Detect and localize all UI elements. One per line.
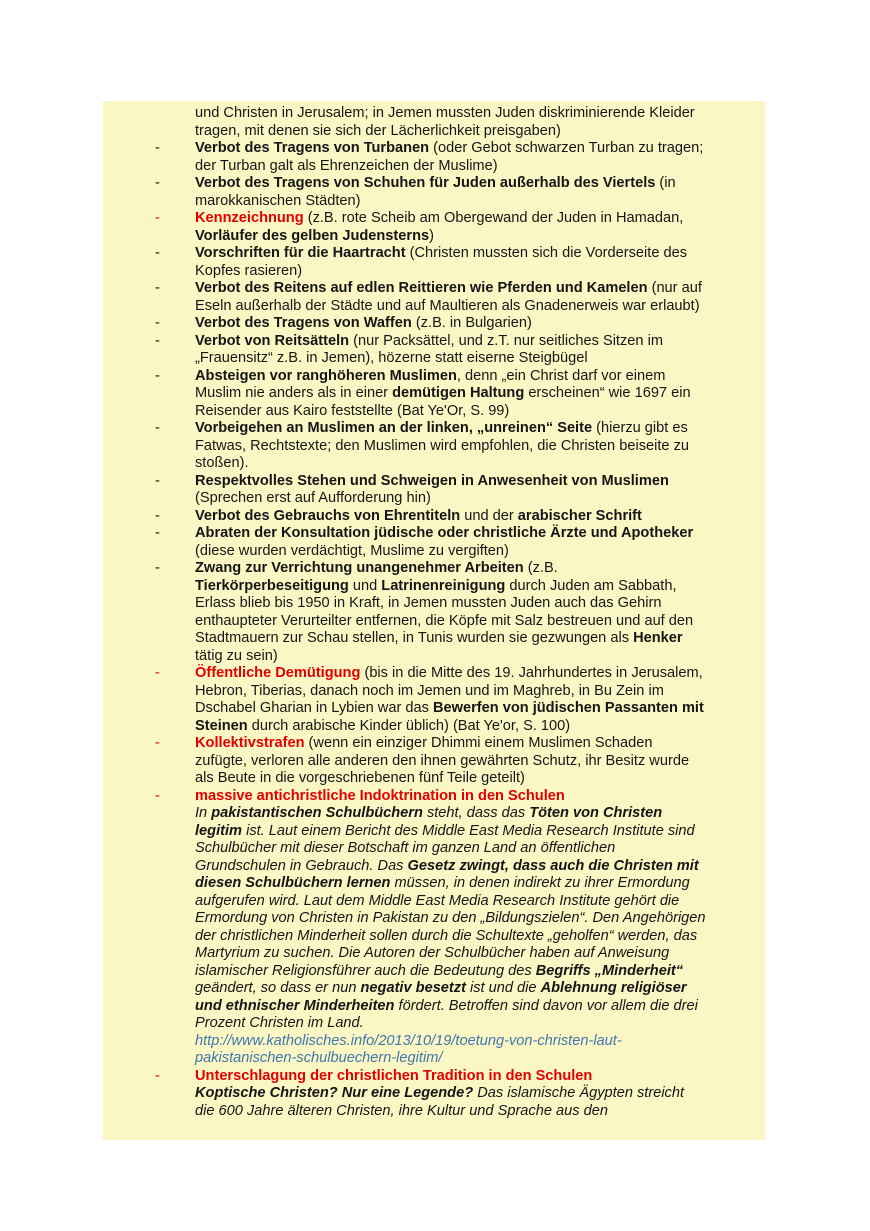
text-run: (Christen mussten sich die Vorderseite des Kopfes rasieren) bbox=[195, 245, 688, 279]
text-run: Respektvolles Stehen und Schweigen in Anwesenheit von Muslimen bbox=[195, 472, 669, 489]
text-run: In bbox=[195, 805, 212, 821]
text-run: und der bbox=[460, 507, 518, 524]
bullet-dash: - bbox=[155, 507, 160, 524]
text-run: Koptische Christen? Nur eine Legende? bbox=[195, 1085, 474, 1101]
text-run: (nur auf Eseln außerhalb der Städte und auf Maultieren als Gnadenerweis war erlaubt) bbox=[195, 280, 702, 314]
bullet-dash: - bbox=[155, 332, 160, 349]
text-run: arabischer Schrift bbox=[517, 507, 642, 524]
text-run: Vorschriften für die Haartracht bbox=[195, 245, 406, 261]
text-run: Vorläufer des gelben Judensterns bbox=[195, 227, 430, 244]
text-run: Töten von Christen legitim bbox=[195, 805, 663, 839]
list-item bbox=[155, 367, 707, 421]
bullet-dash: - bbox=[155, 367, 160, 384]
text-run: pakistantischen Schulbüchern bbox=[211, 805, 423, 821]
document-list bbox=[103, 101, 765, 1120]
text-run: (Sprechen erst auf Aufforderung hin) bbox=[195, 490, 431, 506]
bullet-dash: - bbox=[155, 472, 160, 489]
bullet-dash: - bbox=[155, 175, 160, 191]
text-run: Kollektivstrafen bbox=[195, 735, 305, 751]
bullet-dash: - bbox=[155, 560, 160, 576]
text-run: ist und die bbox=[465, 980, 541, 996]
text-run: (diese wurden verdächtigt, Muslime zu vergiften) bbox=[195, 542, 509, 559]
bullet-dash: - bbox=[155, 525, 160, 541]
text-run: Begriffs „Minderheit“ bbox=[535, 962, 684, 979]
list-item bbox=[155, 472, 707, 508]
list-item bbox=[195, 1033, 707, 1068]
text-run: (oder Gebot schwarzen Turban zu tragen; der Turban galt als Ehrenzeichen der Muslime) bbox=[195, 140, 704, 174]
list-item bbox=[155, 245, 707, 280]
text-run: Verbot des Reitens auf edlen Reittieren wie Pferden und Kamelen bbox=[195, 280, 648, 296]
text-run: negativ besetzt bbox=[360, 980, 466, 996]
text-run: Das islamische Ägypten streicht die 600 Jahre älteren Christen, ihre Kultur und Sprache aus den bbox=[195, 1085, 685, 1119]
text-run: durch arabische Kinder üblich) (Bat Ye'or, S. 100) bbox=[247, 717, 571, 734]
text-run: ist. Laut einem Bericht des Middle East Media Research Institute sind Schulbücher mit dieser Botschaft im ganzen Land an öffentlichen Grundschulen in Gebrauch. Das bbox=[195, 822, 695, 874]
text-run: Gesetz zwingt, dass auch die Christen mit diesen Schulbüchern lernen bbox=[195, 857, 699, 891]
list-item bbox=[155, 507, 707, 526]
text-run: Latrinenreinigung bbox=[381, 577, 506, 594]
text-run: massive antichristliche Indoktrination in den Schulen bbox=[195, 787, 565, 804]
list-item bbox=[155, 420, 707, 473]
text-run: (wenn ein einziger Dhimmi einem Muslimen Schaden zufügte, verloren alle anderen den ihnen gewährten Schutz, ihr Besitz wurde als Beute in die vorgeschriebenen fünf Teile geteilt) bbox=[195, 735, 690, 786]
list-item bbox=[155, 560, 707, 665]
bullet-dash: - bbox=[155, 735, 160, 751]
list-item bbox=[195, 805, 707, 1033]
text-run: ) bbox=[429, 227, 434, 244]
bullet-dash: - bbox=[155, 420, 160, 436]
text-run: Verbot von Reitsätteln bbox=[195, 332, 350, 349]
bullet-dash: - bbox=[155, 787, 160, 804]
text-run: Zwang zur Verrichtung unangenehmer Arbeiten bbox=[195, 560, 524, 576]
text-run: Henker bbox=[633, 630, 683, 646]
text-run: steht, dass das bbox=[422, 805, 530, 821]
list-item bbox=[195, 105, 707, 140]
text-run: Abraten der Konsultation jüdische oder christliche Ärzte und Apotheker bbox=[195, 525, 694, 541]
list-item bbox=[155, 280, 707, 315]
text-run: (nur Packsättel, und z.T. nur seitliches Sitzen im „Frauensitz“ z.B. in Jemen), hözerne statt eiserne Steigbügel bbox=[195, 332, 663, 366]
text-run: geändert, so dass er nun bbox=[195, 980, 361, 996]
text-run: Unterschlagung der christlichen Tradition in den Schulen bbox=[195, 1067, 593, 1084]
document-sheet bbox=[103, 101, 765, 1140]
bullet-dash: - bbox=[155, 1067, 160, 1084]
text-run: , denn „ein Christ darf vor einem Muslim nie anders als in einer bbox=[195, 367, 666, 401]
list-item bbox=[155, 665, 707, 735]
bullet-dash: - bbox=[155, 315, 160, 331]
text-run: Verbot des Tragens von Waffen bbox=[195, 315, 412, 331]
text-run: Bewerfen von jüdischen Passanten mit Steinen bbox=[195, 700, 704, 734]
text-run: erscheinen“ wie 1697 ein Reisender aus Kairo feststellte (Bat Ye'Or, S. 99) bbox=[195, 385, 691, 419]
bullet-dash: - bbox=[155, 245, 160, 261]
text-run: Absteigen vor ranghöheren Muslimen bbox=[195, 367, 457, 384]
text-run: durch Juden am Sabbath, Erlass blieb bis 1950 in Kraft, in Jemen mussten Juden auch das Gehirn enthaupteter Verurteilter entfernen, die Köpfe mit Salz bestreuen und auf den Stadtmauern zur Schau stellen, in Tunis wurden sie gezwungen als bbox=[195, 577, 694, 646]
list-item bbox=[155, 210, 707, 245]
text-run: tätig zu sein) bbox=[195, 647, 278, 664]
text-run: (z.B. bbox=[523, 560, 558, 576]
text-run: (bis in die Mitte des 19. Jahrhundertes in Jerusalem, Hebron, Tiberias, danach noch im Jemen und im Maghreb, in Bu Zein im Dschabel Gharian in Lybien war das bbox=[195, 665, 703, 716]
bullet-dash: - bbox=[155, 140, 160, 156]
text-run: (z.B. rote Scheib am Obergewand der Juden in Hamadan, bbox=[303, 210, 684, 226]
text-run: Öffentliche Demütigung bbox=[195, 665, 361, 681]
text-run: Tierkörperbeseitigung bbox=[195, 577, 349, 594]
list-item bbox=[155, 525, 707, 560]
list-item bbox=[155, 787, 707, 806]
text-run: müssen, in denen indirekt zu ihrer Ermordung aufgerufen wird. Laut dem Middle East Media Research Institute gehört die Ermordung von Christen in Pakistan zu den „Bildungszielen“. Den Angehörigen der christlichen Minderheit sollen durch die Schultexte „geholfen“ werden, das Martyrium zu suchen. Die Autoren der Schulbücher haben auf Anweisung islamischer Religionsführer auch die Bedeutung des bbox=[195, 875, 706, 979]
text-run: (in marokkanischen Städten) bbox=[195, 175, 676, 209]
list-item bbox=[155, 332, 707, 368]
external-link[interactable]: http://www.katholisches.info/2013/10/19/toetung-von-christen-laut-pakistanischen-schulbuechern-legitim/ bbox=[195, 1032, 622, 1066]
list-item bbox=[155, 735, 707, 788]
text-run: Ablehnung religiöser und ethnischer Minderheiten bbox=[195, 980, 687, 1014]
text-run: Verbot des Gebrauchs von Ehrentiteln bbox=[195, 507, 461, 524]
list-item bbox=[155, 140, 707, 175]
bullet-dash: - bbox=[155, 210, 160, 226]
text-run: (z.B. in Bulgarien) bbox=[411, 315, 532, 331]
text-run: und Christen in Jerusalem; in Jemen mussten Juden diskriminierende Kleider tragen, mit denen sie sich der Lächerlichkeit preisgaben) bbox=[195, 105, 695, 139]
bullet-dash: - bbox=[155, 280, 160, 296]
text-run: Verbot des Tragens von Schuhen für Juden außerhalb des Viertels bbox=[195, 175, 656, 191]
list-item bbox=[155, 1067, 707, 1086]
list-item bbox=[195, 1085, 707, 1120]
list-item bbox=[155, 175, 707, 210]
text-run: (hierzu gibt es Fatwas, Rechtstexte; den Muslimen wird empfohlen, die Christen beiseite zu stoßen). bbox=[195, 420, 689, 471]
bullet-dash: - bbox=[155, 665, 160, 681]
text-run: fördert. Betroffen sind davon vor allem die drei Prozent Christen im Land. bbox=[195, 997, 698, 1031]
text-run: Kennzeichnung bbox=[195, 210, 304, 226]
text-run: und bbox=[348, 577, 382, 594]
list-item bbox=[155, 315, 707, 333]
text-run: Vorbeigehen an Muslimen an der linken, „unreinen“ Seite bbox=[195, 420, 593, 436]
text-run: Verbot des Tragens von Turbanen bbox=[195, 140, 430, 156]
text-run: demütigen Haltung bbox=[392, 385, 525, 401]
